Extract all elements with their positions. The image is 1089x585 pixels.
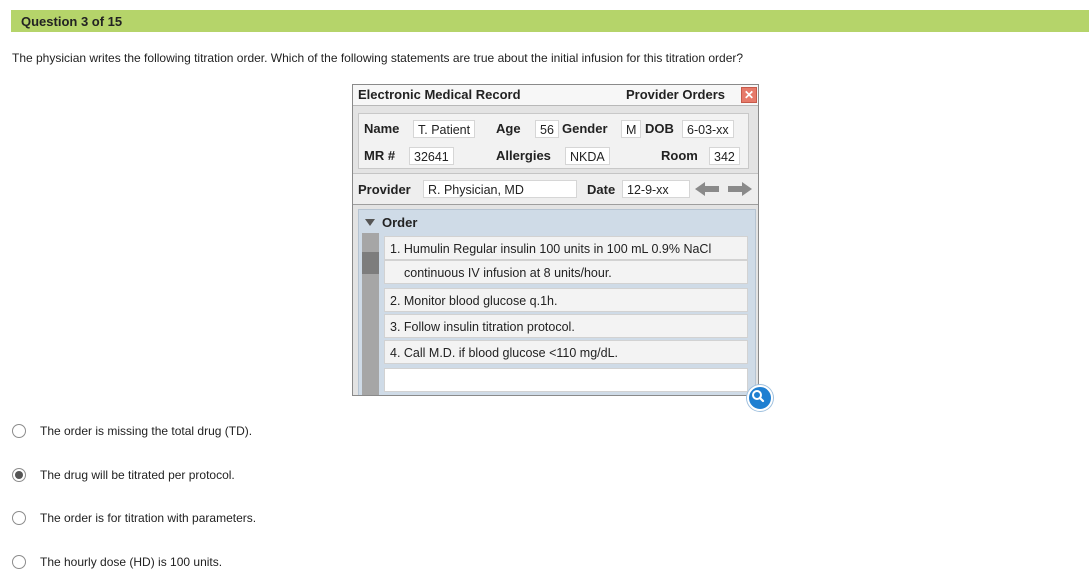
gender-label: Gender [562,121,608,136]
order-line-1-cont: continuous IV infusion at 8 units/hour. [384,260,748,284]
emr-title: Electronic Medical Record [358,87,521,102]
arrow-left-icon[interactable] [695,182,719,196]
patient-name: T. Patient [413,120,475,138]
answer-option-3[interactable] [12,509,256,527]
question-header-bar [11,10,1089,32]
allergies-label: Allergies [496,148,551,163]
patient-allergies: NKDA [565,147,610,165]
arrow-right-icon[interactable] [728,182,752,196]
order-date: 12-9-xx [622,180,690,198]
patient-age: 56 [535,120,559,138]
order-line-3: 3. Follow insulin titration protocol. [384,314,748,338]
answer-option-2[interactable] [12,466,235,484]
radio-button[interactable] [12,555,26,569]
provider-row [353,173,758,205]
close-icon[interactable]: ✕ [741,87,757,103]
order-line-empty [384,368,748,392]
room-label: Room [661,148,698,163]
answer-option-label: The hourly dose (HD) is 100 units. [40,555,223,569]
emr-panel [352,84,759,396]
radio-button[interactable] [12,424,26,438]
order-line-4: 4. Call M.D. if blood glucose <110 mg/dL. [384,340,748,364]
answer-option-label: The order is for titration with parameters. [40,511,257,525]
radio-button-selected[interactable] [12,468,26,482]
answer-option-4[interactable] [12,553,222,571]
patient-gender: M [621,120,641,138]
order-heading: Order [382,215,418,230]
provider-label: Provider [358,182,411,197]
age-label: Age [496,121,521,136]
name-label: Name [364,121,400,136]
date-label: Date [587,182,616,197]
radio-button[interactable] [12,511,26,525]
patient-mr: 32641 [409,147,454,165]
order-line-1: 1. Humulin Regular insulin 100 units in 100 mL 0.9% NaCl [384,236,748,260]
answer-option-label: The drug will be titrated per protocol. [40,468,235,482]
dob-label: DOB [645,121,674,136]
zoom-magnifier-icon[interactable] [747,385,773,411]
scroll-thumb[interactable] [362,252,379,274]
collapse-triangle-icon[interactable] [365,219,375,226]
emr-section-title: Provider Orders [626,87,725,102]
patient-room: 342 [709,147,740,165]
order-scrollbar[interactable] [362,233,379,396]
question-counter: Question 3 of 15 [21,13,123,29]
order-line-2: 2. Monitor blood glucose q.1h. [384,288,748,312]
patient-info-box [358,113,749,169]
patient-dob: 6-03-xx [682,120,734,138]
answer-option-1[interactable] [12,422,252,440]
order-section [358,209,756,396]
answer-option-label: The order is missing the total drug (TD). [40,424,253,438]
emr-title-bar [353,85,758,106]
question-prompt: The physician writes the following titration order. Which of the following statements are true about the initial infusion for this titration order? [12,51,744,65]
mr-label: MR # [364,148,396,163]
provider-name: R. Physician, MD [423,180,577,198]
